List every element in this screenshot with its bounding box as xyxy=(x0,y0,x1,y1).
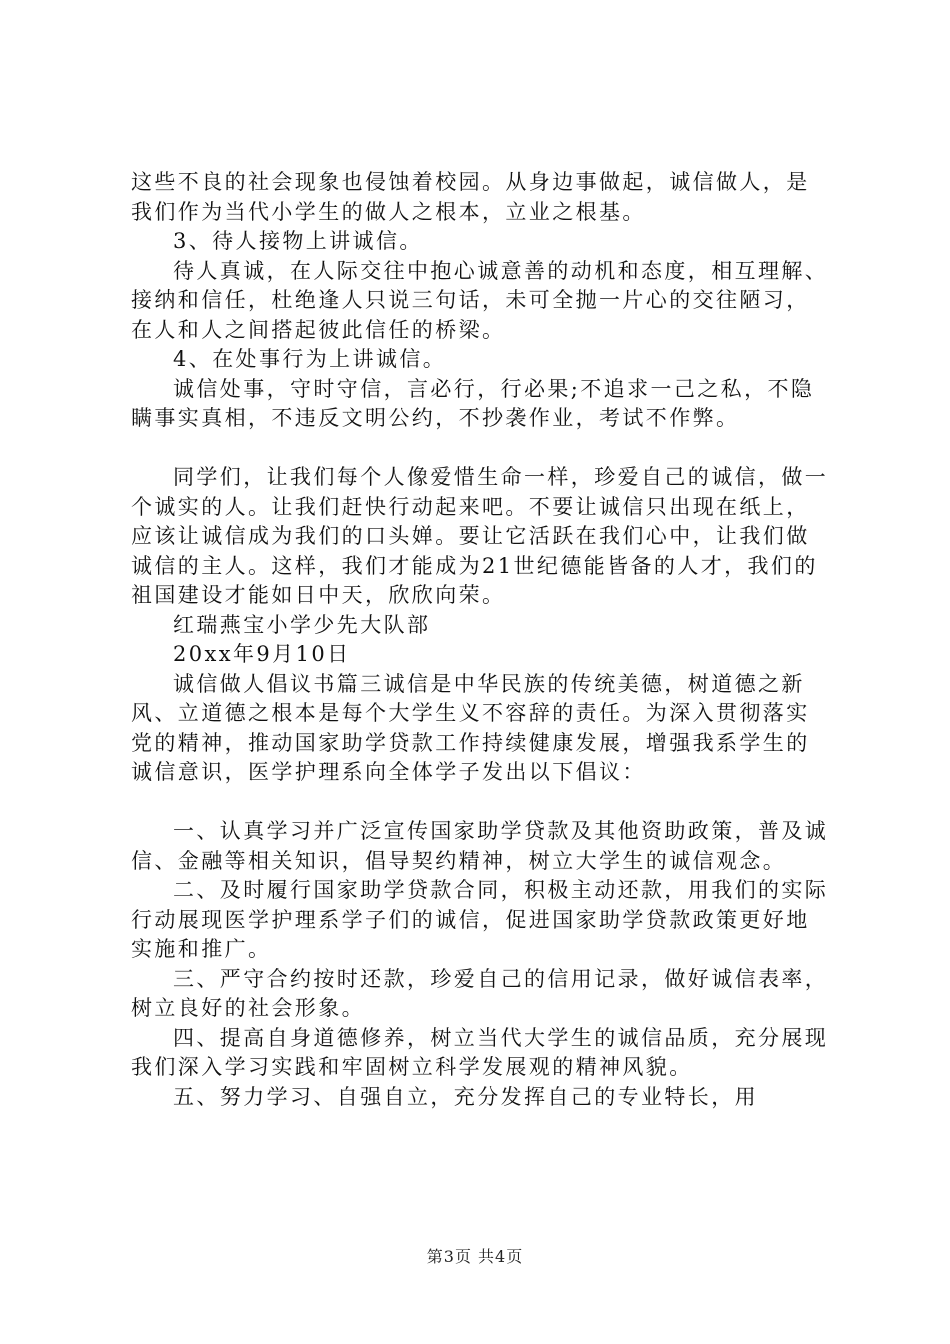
paragraph-spacer xyxy=(131,434,831,464)
paragraph: 诚信做人倡议书篇三诚信是中华民族的传统美德，树道德之新风、立道德之根本是每个大学生义不容辞的责任。为深入贯彻落实党的精神，推动国家助学贷款工作持续健康发展，增强我系学生的诚信意识，医学护理系向全体学子发出以下倡议： xyxy=(131,671,810,784)
proposal-item-4: 四、提高自身道德修养，树立当代大学生的诚信品质，充分展现我们深入学习实践和牢固树立科学发展观的精神风貌。 xyxy=(131,1025,829,1079)
paragraph-heading-3: 3、待人接物上讲诚信。 xyxy=(173,229,423,253)
proposal-item-3: 三、严守合约按时还款，珍爱自己的信用记录，做好诚信表率，树立良好的社会形象。 xyxy=(131,966,829,1020)
proposal-item-1: 一、认真学习并广泛宣传国家助学贷款及其他资助政策，普及诚信、金融等相关知识，倡导契约精神，树立大学生的诚信观念。 xyxy=(131,819,829,873)
signature-date: 20xx年9月10日 xyxy=(173,642,351,666)
proposal-item-5: 五、努力学习、自强自立，充分发挥自己的专业特长，用 xyxy=(173,1084,758,1109)
paragraph: 诚信处事，守时守信，言必行，行必果;不追求一己之私，不隐瞒事实真相，不违反文明公约，不抄袭作业，考试不作弊。 xyxy=(131,376,815,430)
signature-organization: 红瑞燕宝小学少先大队部 xyxy=(173,612,431,637)
paragraph-continuation: 这些不良的社会现象也侵蚀着校园。从身边事做起，诚信做人，是我们作为当代小学生的做人之根本，立业之根基。 xyxy=(131,170,810,224)
page-number-footer: 第3页 共4页 xyxy=(426,1247,524,1266)
proposal-item-2: 二、及时履行国家助学贷款合同，积极主动还款，用我们的实际行动展现医学护理系学子们的诚信，促进国家助学贷款政策更好地实施和推广。 xyxy=(131,878,829,961)
paragraph-heading-4: 4、在处事行为上讲诚信。 xyxy=(173,347,447,371)
document-body xyxy=(131,168,831,1112)
paragraph: 待人真诚，在人际交往中抱心诚意善的动机和态度，相互理解、接纳和信任，杜绝逢人只说三句话，未可全抛一片心的交往陋习，在人和人之间搭起彼此信任的桥梁。 xyxy=(131,258,829,342)
paragraph-spacer xyxy=(131,788,831,818)
paragraph: 同学们，让我们每个人像爱惜生命一样，珍爱自己的诚信，做一个诚实的人。让我们赶快行动起来吧。不要让诚信只出现在纸上，应该让诚信成为我们的口头婵。要让它活跃在我们心中，让我们做诚信的主人。这样，我们才能成为21世纪德能皆备的人才，我们的祖国建设才能如日中天，欣欣向荣。 xyxy=(131,465,829,607)
